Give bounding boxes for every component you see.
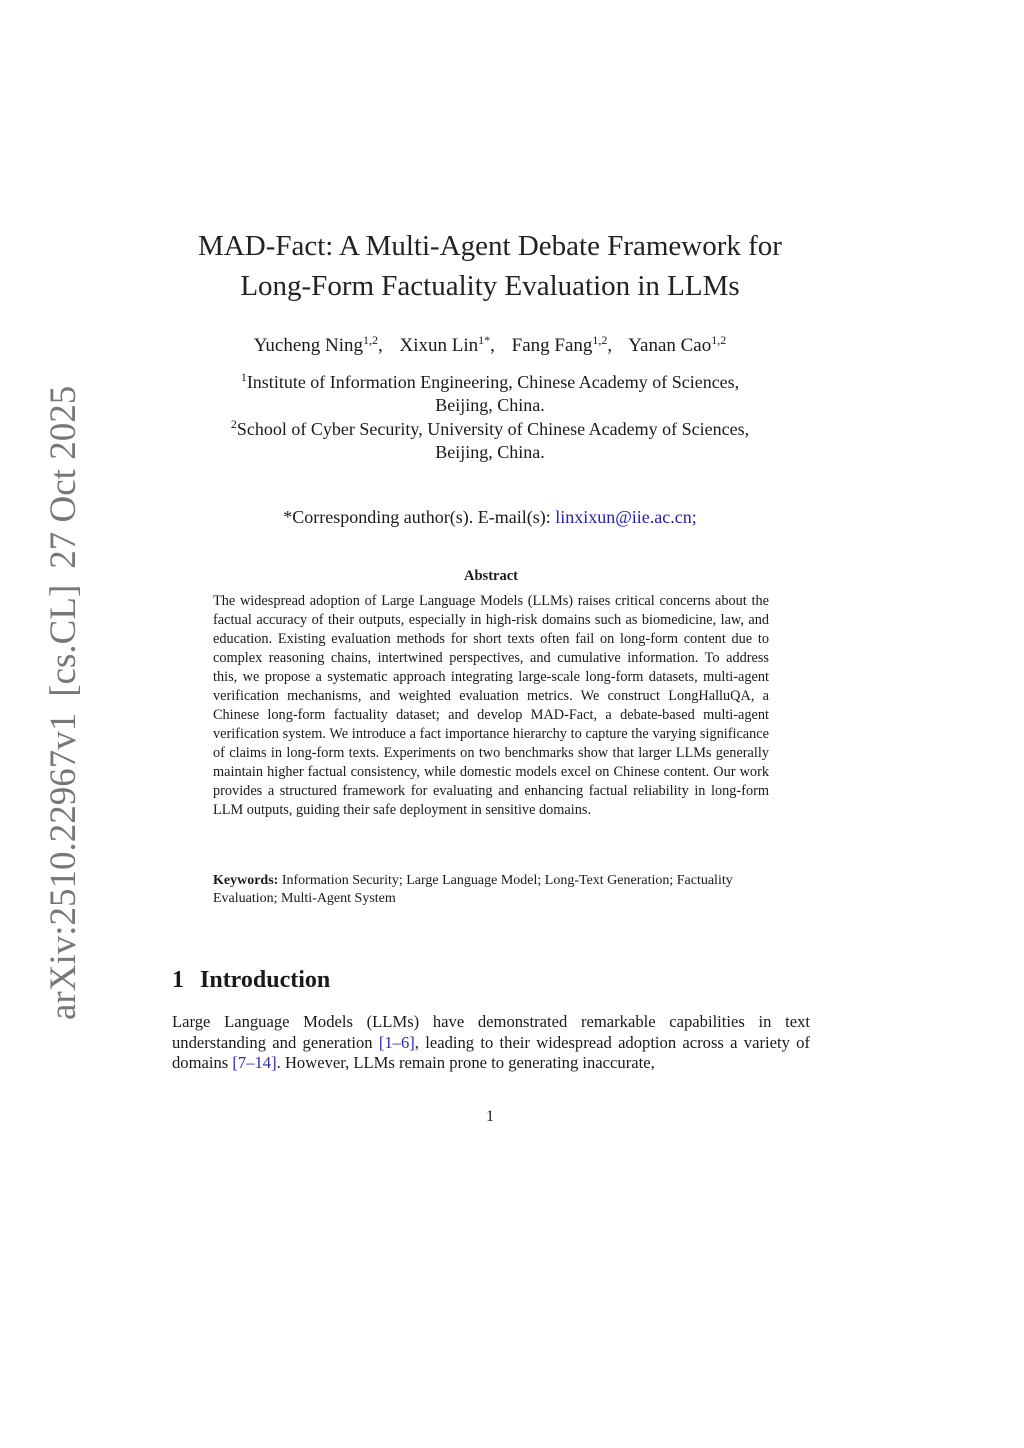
intro-text: . However, LLMs remain prone to generating inaccurate, — [276, 1053, 655, 1072]
author-name: Xixun Lin — [399, 335, 479, 356]
keywords-label: Keywords: — [213, 873, 279, 888]
intro-paragraph — [172, 1012, 810, 1074]
page-number: 1 — [486, 1108, 494, 1125]
author-affiliation-mark: 1,2 — [711, 333, 727, 347]
affiliation-line: School of Cyber Security, University of Chinese Academy of Sciences, — [236, 419, 750, 439]
arxiv-date: 27 Oct 2025 — [43, 385, 84, 569]
author-list: Yucheng Ning$^{1,2}$, Xixun Lin$^{1*}$, Fang Fang$^{1,2}$, Yanan Cao$^{1,2}$ — [253, 333, 727, 356]
affiliation-mark: 1 — [240, 370, 247, 384]
author-affiliation-mark: 1,2 — [592, 333, 608, 347]
author-affiliation-mark: 1,2 — [363, 333, 378, 347]
arxiv-category: [cs.CL] — [43, 584, 84, 697]
title-line-1: MAD-Fact: A Multi-Agent Debate Framework for — [198, 230, 782, 262]
intro-text: Large Language Models (LLMs) have demonstrated remarkable capabilities in text understanding and generation — [172, 1012, 810, 1052]
author — [628, 335, 726, 356]
email-link[interactable]: linxixun@iie.ac.cn; — [555, 507, 697, 527]
section-number: 1 — [172, 967, 184, 993]
intro-text: , leading to their widespread adoption across a variety of domains — [172, 1032, 810, 1072]
corresponding-author — [150, 505, 830, 529]
author-name: Yanan Cao — [628, 335, 712, 356]
abstract-body: The widespread adoption of Large Language Models (LLMs) raises critical concerns about the factual accuracy of their outputs, especially in high-risk domains such as biomedicine, law, and education. Existing evaluation methods for short texts often fail on long-form content due to complex reasoning chains, intertwined perspectives, and cumulative information. To address this, we propose a systematic approach integrating large-scale long-form datasets, multi-agent verification mechanisms, and weighted evaluation metrics. We construct LongHalluQA, a Chinese long-form factuality dataset; and develop MAD-Fact, a debate-based multi-agent verification system. We introduce a fact importance hierarchy to capture the varying significance of claims in long-form texts. Experiments on two benchmarks show that larger LLMs generally maintain higher factual consistency, while domestic models excel on Chinese content. Our work provides a structured framework for evaluating and enhancing factual reliability in long-form LLM outputs, guiding their safe deployment in sensitive domains. — [213, 593, 769, 818]
abstract-heading: Abstract — [464, 568, 518, 584]
arxiv-sidebar-stamp — [43, 385, 84, 1020]
author — [400, 335, 491, 356]
citation-link[interactable]: [7–14] — [232, 1053, 277, 1072]
affiliation-1 — [150, 371, 830, 417]
affiliation-mark: 2 — [230, 417, 237, 431]
section-title: Introduction — [200, 967, 331, 993]
title-line-2: Long-Form Factuality Evaluation in LLMs — [240, 270, 740, 302]
author — [512, 335, 608, 356]
affiliation-2 — [150, 418, 830, 464]
corresponding-label: *Corresponding author(s). E-mail(s): — [283, 507, 551, 527]
citation-link[interactable]: [1–6] — [378, 1032, 415, 1052]
affiliation-line: Beijing, China. — [435, 442, 545, 462]
keywords-list: Information Security; Large Language Model; Long-Text Generation; Factuality Evaluation; Multi-Agent System — [213, 873, 733, 906]
author-name: Yucheng Ning — [253, 335, 363, 356]
paper-title — [140, 226, 840, 306]
keywords — [213, 872, 769, 908]
author — [254, 335, 378, 356]
arxiv-id: arXiv:2510.22967v1 — [43, 712, 84, 1020]
affiliation-line: Beijing, China. — [435, 395, 545, 415]
author-name: Fang Fang — [511, 335, 593, 356]
author-affiliation-mark: 1* — [478, 333, 491, 347]
section-heading — [172, 967, 330, 994]
affiliation-line: Institute of Information Engineering, Chinese Academy of Sciences, — [246, 372, 740, 392]
